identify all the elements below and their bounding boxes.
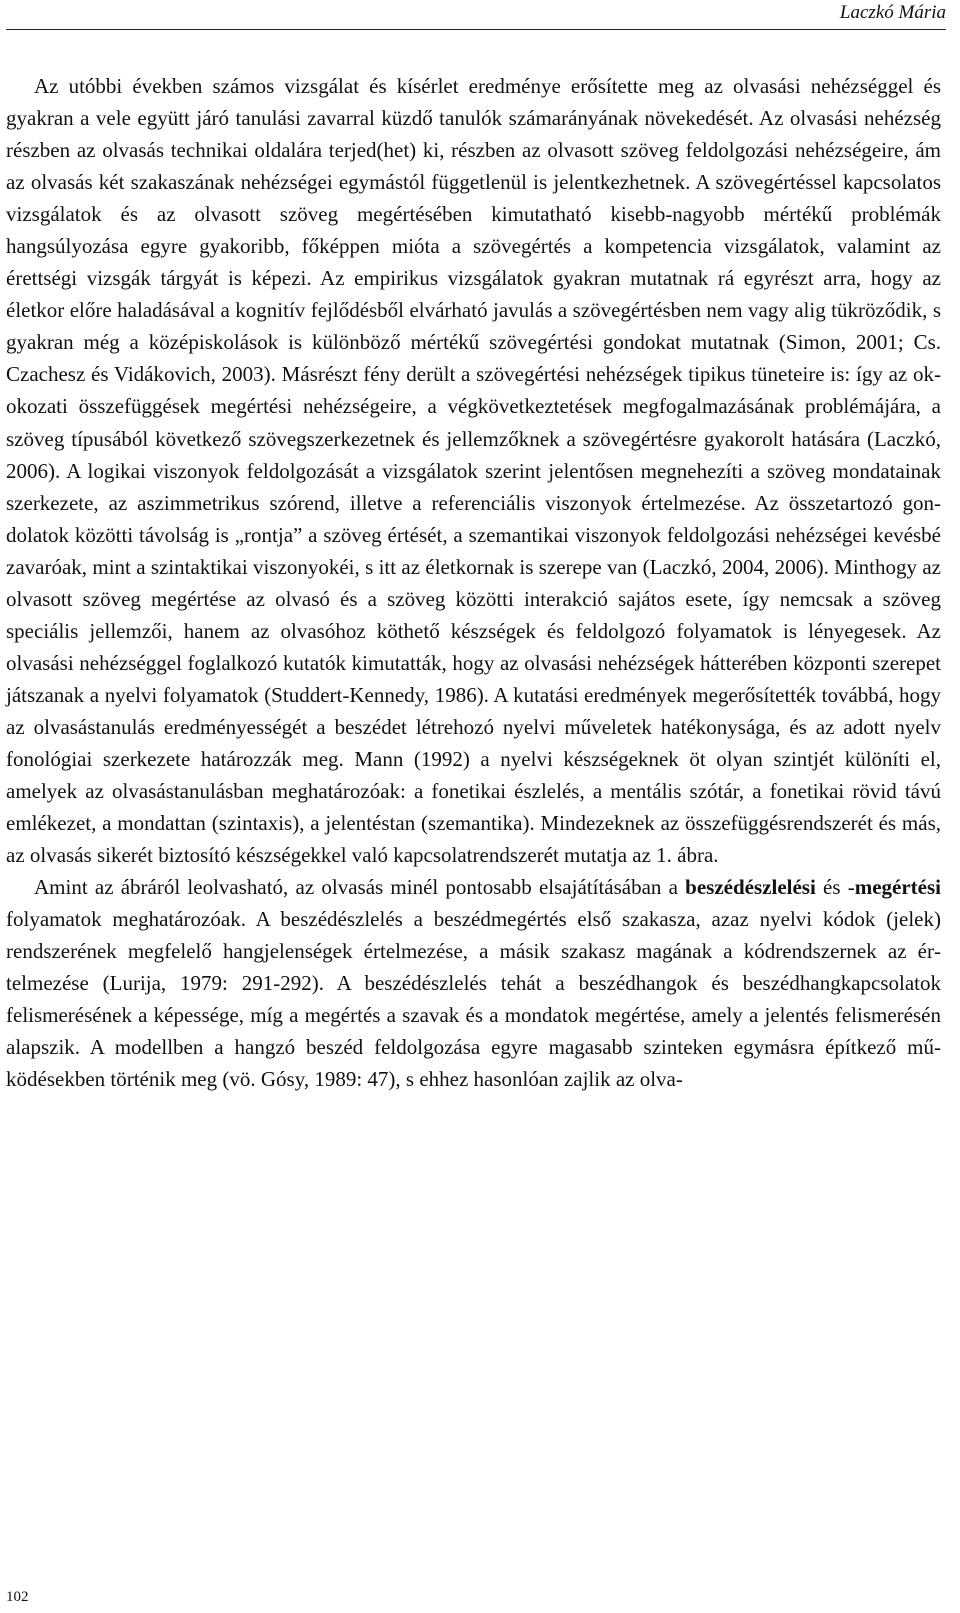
- paragraph-2-text-2: és -: [815, 875, 855, 900]
- page-number: 102: [6, 1589, 29, 1605]
- body-text: [6, 70, 941, 1096]
- running-head-author: Laczkó Mária: [839, 2, 946, 23]
- paragraph-2-text-1: Amint az ábráról leolvasható, az olvasás minél pontosabb elsajátításában a: [34, 875, 686, 900]
- bold-term-beszedeszlelesi: beszédészlelési: [685, 875, 816, 900]
- running-head: [6, 0, 946, 30]
- paragraph-1: Az utóbbi években számos vizsgálat és kísérlet eredménye erősítette meg az olvasási nehézséggel és gyakran a vele együtt járó tanulási zavarral küzdő tanulók számarányának növekedését. Az olvasási nehézség részben az olvasás technikai oldalára terjed(het) ki, részben az olvasott szöveg feldolgozási nehézségeire, ám az olvasás két szakaszának nehézségei egymástól függetlenül is jelentkezhetnek. A szövegértéssel kapcsolatos vizsgálatok és az olvasott szöveg megértésében kimutatható kisebb-nagyobb mértékű problémák hangsúlyozása egyre gyakoribb, főképpen mióta a szövegértés a kompetencia vizsgálatok, valamint az érettségi vizsgák tárgyát is képezi. Az empirikus vizsgálatok gyakran mutatnak rá egyrészt arra, hogy az életkor előre haladásával a kognitív fejlődésből elvárható javulás a szövegértésben nem vagy alig tükröződik, s gyakran még a középiskolások is különböző mértékű szövegértési gondokat mutatnak (Simon, 2001; Cs. Czachesz és Vidákovich, 2003). Másrészt fény derült a szövegértési nehézségek tipikus tüneteire is: így az ok-okozati összefüggések megértési nehézségeire, a végkövetkeztetések megfogalmazásának problémájára, a szöveg típusából következő szövegszerkezetnek és jellemzőknek a szövegértésre gyakorolt hatására (Laczkó, 2006). A logikai viszonyok feldolgozását a vizsgálatok szerint jelentősen megnehezíti a szöveg mondatainak szerkezete, az aszimmetrikus szórend, illetve a referenciális viszonyok értelmezése. Az összetartozó gondolatok közötti távolság is „rontja” a szöveg értését, a szemantikai viszonyok feldolgozási nehézségei kevésbé zavaróak, mint a szintaktikai viszonyokéi, s itt az életkornak is szerepe van (Laczkó, 2004, 2006). Minthogy az olvasott szöveg megértése az olvasó és a szöveg közötti interakció sajátos esete, így nemcsak a szöveg speciális jellemzői, hanem az olvasóhoz köthető készségek és feldolgozó folyamatok is lényegesek. Az olvasási nehézséggel foglalkozó kutatók kimutatták, hogy az olvasási nehézségek hátterében központi szerepet játszanak a nyelvi folyamatok (Studdert-Kennedy, 1986). A kutatási eredmények megerősítették továbbá, hogy az olvasástanulás eredményességét a beszédet létrehozó nyelvi műveletek hatékonysága, és az adott nyelv fonológiai szerkezete határozzák meg. Mann (1992) a nyelvi készségeknek öt olyan szintjét különíti el, amelyek az olvasástanulásban meghatározóak: a fonetikai észlelés, a mentális szótár, a fonetikai rövid távú emlékezet, a mondattan (szintaxis), a jelentéstan (szemantika). Mindezeknek az összefüggésrendszerét és más, az olvasás sikerét biztosító készségekkel való kapcsolatrendszerét mutatja az 1. ábra.: [6, 74, 941, 868]
- paragraph-2-text-3: folyamatok meghatározóak. A beszédészlelés a beszédmegértés első szakasza, azaz nyelvi kódok (jelek) rendszerének megfelelő hangjelenségek értelmezése, a másik szakasz magának a kódrendszernek az értelmezése (Lurija, 1979: 291-292). A beszédészlelés tehát a beszédhangok és beszédhangkapcsolatok felismerésének a képessége, míg a megértés a szavak és a mondatok megértése, amely a jelentés felismerésén alapszik. A modellben a hangzó beszéd feldolgozása egyre magasabb szinteken egymásra építkező működésekben történik meg (vö. Gósy, 1989: 47), s ehhez hasonlóan zajlik az olva-: [6, 907, 941, 1092]
- paragraph-2: [6, 871, 941, 1095]
- bold-term-megertesi: megértési: [854, 875, 941, 900]
